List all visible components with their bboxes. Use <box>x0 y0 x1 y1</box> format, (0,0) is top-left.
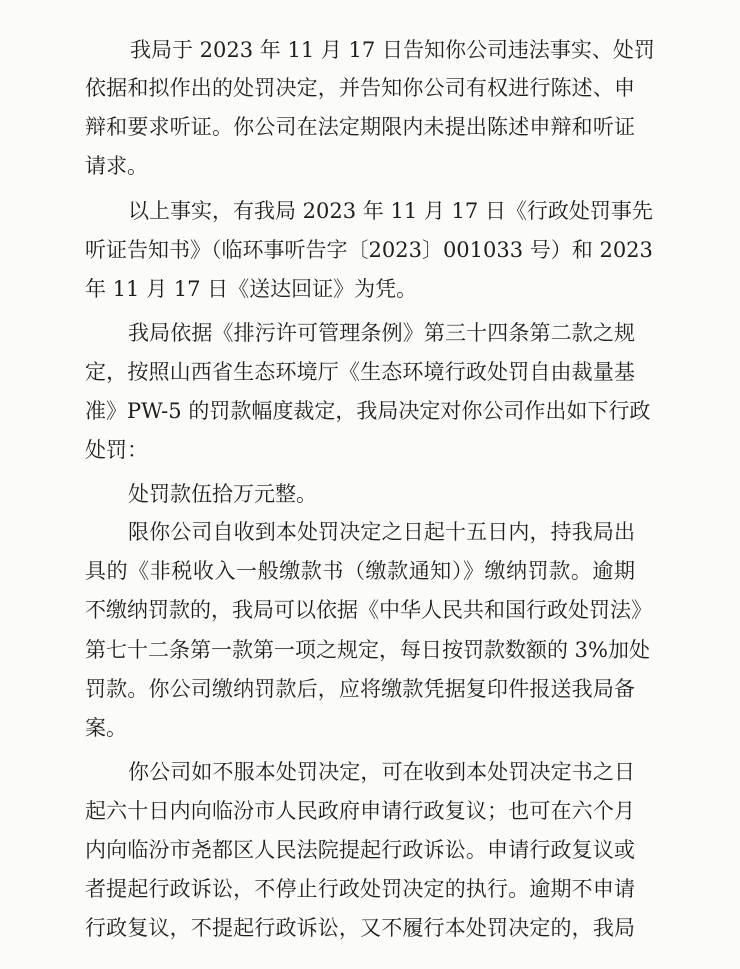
paragraph-2-line-1: 以上事实，有我局 2023 年 11 月 17 日《行政处罚事先 <box>128 199 653 223</box>
paragraph-5-line-6: 案。 <box>85 716 127 740</box>
paragraph-5-line-3: 不缴纳罚款的，我局可以依据《中华人民共和国行政处罚法》 <box>85 598 652 622</box>
paragraph-2-line-2: 听证告知书》（临环事听告字〔2023〕001033 号）和 2023 <box>85 238 653 262</box>
paragraph-5-line-1: 限你公司自收到本处罚决定之日起十五日内，持我局出 <box>128 520 635 544</box>
paragraph-5-line-2: 具的《非税收入一般缴款书（缴款通知）》缴纳罚款。逾期 <box>85 559 635 583</box>
paragraph-5-line-5: 罚款。你公司缴纳罚款后，应将缴款凭据复印件报送我局备 <box>85 677 635 701</box>
paragraph-6-line-5: 行政复议，不提起行政诉讼，又不履行本处罚决定的，我局 <box>85 916 635 940</box>
paragraph-6-line-2: 起六十日内向临汾市人民政府申请行政复议；也可在六个月 <box>85 799 635 823</box>
paragraph-5-line-4: 第七十二条第一款第一项之规定，每日按罚款数额的 3%加处 <box>85 638 650 662</box>
paragraph-2-line-3: 年 11 月 17 日《送达回证》为凭。 <box>85 277 418 301</box>
paragraph-3-line-1: 我局依据《排污许可管理条例》第三十四条第二款之规 <box>128 321 635 345</box>
paragraph-6-line-3: 内向临汾市尧都区人民法院提起行政诉讼。申请行政复议或 <box>85 838 635 862</box>
paragraph-6-line-1: 你公司如不服本处罚决定，可在收到本处罚决定书之日 <box>128 760 635 784</box>
paragraph-1-line-2: 依据和拟作出的处罚决定，并告知你公司有权进行陈述、申 <box>85 76 635 100</box>
paragraph-4-line-1: 处罚款伍拾万元整。 <box>128 482 317 506</box>
paragraph-3-line-3: 准》PW-5 的罚款幅度裁定，我局决定对你公司作出如下行政 <box>85 399 651 423</box>
paragraph-1-line-4: 请求。 <box>85 154 148 178</box>
paragraph-3-line-2: 定，按照山西省生态环境厅《生态环境行政处罚自由裁量基 <box>85 360 635 384</box>
paragraph-3-line-4: 处罚： <box>85 438 148 462</box>
paragraph-1-line-1: 我局于 2023 年 11 月 17 日告知你公司违法事实、处罚 <box>130 38 655 62</box>
paragraph-1-line-3: 辩和要求听证。你公司在法定期限内未提出陈述申辩和听证 <box>85 115 635 139</box>
paragraph-6-line-4: 者提起行政诉讼，不停止行政处罚决定的执行。逾期不申请 <box>85 877 635 901</box>
